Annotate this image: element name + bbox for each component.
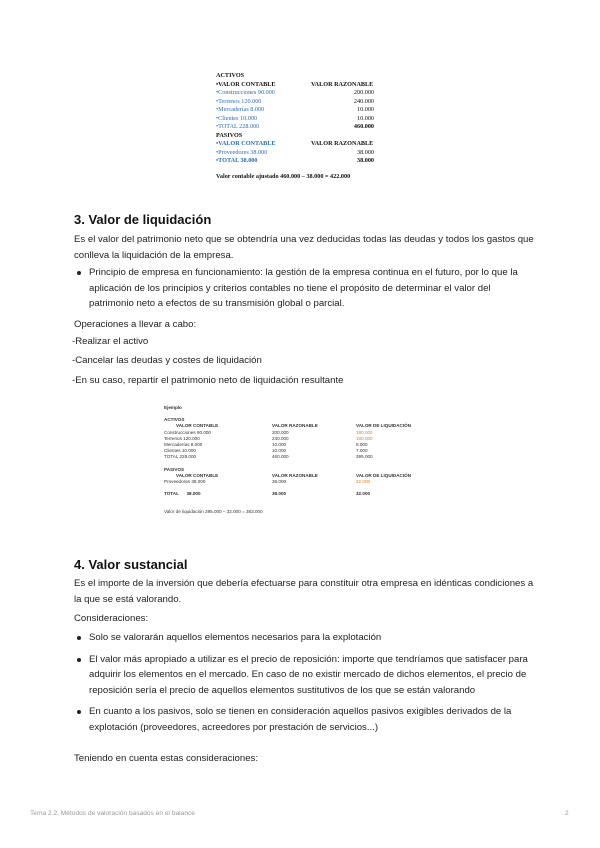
- activo-row-label: •TOTAL 228.000: [216, 123, 260, 130]
- pasivo-row-value: 38.000: [356, 157, 374, 164]
- activos-label: ACTIVOS: [216, 72, 245, 79]
- figure2-note: Valor de liquidación 395.000 – 32.000 = 363.000: [164, 509, 263, 515]
- section3-intro: Es el valor del patrimonio neto que se obtendría una vez deducidas todas las deudas y todos los gastos que conlleva la liquidación de la empresa.: [74, 234, 534, 261]
- cell: TOTAL 38.000: [164, 491, 201, 497]
- operations-heading: Operaciones a llevar a cabo:: [74, 319, 197, 330]
- activo-row-value: 460.000: [353, 123, 374, 130]
- pasivo-row-value: 38.000: [356, 148, 374, 156]
- cell: Proveedores 38.000: [164, 479, 206, 485]
- page-number: 2: [565, 810, 569, 817]
- section4-bullet-list: [74, 630, 534, 741]
- header-liquidacion: VALOR DE LIQUIDACIÓN: [356, 423, 412, 429]
- operation-item: -En su caso, repartir el patrimonio neto de liquidación resultante: [72, 375, 344, 386]
- figure2-title: Ejemplo: [164, 405, 182, 410]
- cell: 10.000: [272, 448, 287, 454]
- closing-text: Teniendo en cuenta estas consideraciones:: [74, 753, 259, 764]
- activo-row-label: •Mercaderías 8.000: [216, 106, 265, 113]
- pasivos-col-contable: •VALOR CONTABLE: [216, 140, 276, 147]
- cell: 7.000: [356, 448, 368, 454]
- header-contable: VALOR CONTABLE: [176, 423, 219, 429]
- figure-valor-liquidacion: [164, 405, 424, 516]
- header-liquidacion: VALOR DE LIQUIDACIÓN: [356, 472, 412, 478]
- header-contable: VALOR CONTABLE: [176, 472, 219, 478]
- section3-bullet-list: [74, 265, 534, 318]
- cell: 38.000: [272, 479, 287, 485]
- cell: Terrenos 120.000: [164, 435, 200, 441]
- activo-row-label: •Terrenos 120.000: [216, 97, 262, 105]
- section4-intro: Es el importe de la inversión que debería efectuarse para constituir otra empresa en idénticas condiciones a la que se está valorando.: [74, 578, 534, 605]
- cell: 180.000: [356, 429, 373, 435]
- table-total-row: [164, 491, 424, 497]
- cell: Construcciones 90.000: [164, 429, 211, 435]
- cell: Clientes 10.000: [164, 448, 196, 454]
- cell: 32.000: [356, 491, 371, 497]
- cell: 8.000: [356, 442, 368, 448]
- pasivos-label: PASIVOS: [216, 131, 243, 139]
- pasivo-row-label: •Proveedores 38.000: [216, 148, 268, 156]
- list-item: En cuanto a los pasivos, solo se tienen en consideración aquellos pasivos exigibles derivados de la explotación (proveedores, acreedores por prestación de servicios...): [74, 704, 534, 735]
- pasivos-col-razonable: VALOR RAZONABLE: [311, 140, 374, 147]
- figure2-pasivos-label: PASIVOS: [164, 466, 185, 472]
- operation-item: -Realizar el activo: [72, 336, 149, 347]
- cell: 460.000: [272, 454, 289, 460]
- operation-item: -Cancelar las deudas y costes de liquidación: [72, 355, 262, 366]
- cell: TOTAL 228.000: [164, 454, 197, 460]
- activo-row-value: 240.000: [353, 97, 374, 105]
- activo-row-label: •Clientes 10.000: [216, 114, 258, 122]
- col-contable: •VALOR CONTABLE: [216, 80, 276, 88]
- list-item: Solo se valorarán aquellos elementos necesarios para la explotación: [74, 630, 534, 646]
- table-row: [164, 479, 424, 485]
- section3-title: 3. Valor de liquidación: [74, 212, 212, 227]
- list-item: El valor más apropiado a utilizar es el precio de reposición: importe que tendríamos que satisfacer para adquirir los elementos en el mercado. En caso de no existir mercado de dichos elementos, el precio de reposición sería el precio de aquellos elementos sustitutivos de los que se están valorando: [74, 652, 534, 699]
- activo-row-value: 200.000: [353, 89, 374, 96]
- section4-title: 4. Valor sustancial: [74, 557, 188, 572]
- footer-title: Tema 2.2. Métodos de valoración basados en el balance: [30, 810, 195, 817]
- cell: 32.000: [356, 479, 371, 485]
- col-razonable: VALOR RAZONABLE: [311, 80, 374, 88]
- table-row: [164, 454, 424, 460]
- activo-row-value: 10.000: [356, 106, 374, 113]
- cell: 240.000: [272, 435, 289, 441]
- cell: 38.000: [272, 491, 287, 497]
- cell: 180.000: [356, 435, 373, 441]
- cell: 395.000: [356, 454, 373, 460]
- header-razonable: VALOR RAZONABLE: [272, 472, 318, 478]
- activo-row-label: •Construcciones 90.000: [216, 89, 275, 96]
- cell: 200.000: [272, 429, 289, 435]
- cell: 10.000: [272, 442, 287, 448]
- header-razonable: VALOR RAZONABLE: [272, 423, 318, 429]
- pasivo-row-label: •TOTAL 38.000: [216, 157, 258, 164]
- figure1-note: Valor contable ajustado 460.000 – 38.000 = 422.000: [216, 172, 351, 180]
- figure2-activos-label: ACTIVOS: [164, 417, 185, 423]
- figure-valor-contable-ajustado: [216, 72, 374, 181]
- activo-row-value: 10.000: [356, 114, 374, 122]
- cell: Mercaderías 8.000: [164, 442, 203, 448]
- considerations-heading: Consideraciones:: [74, 613, 149, 624]
- list-item: Principio de empresa en funcionamiento: la gestión de la empresa continua en el futuro, por lo que la aplicación de los principios y criterios contables no tiene el propósito de determinar el valor del patrimonio neto a efectos de su transmisión global o parcial.: [74, 265, 534, 312]
